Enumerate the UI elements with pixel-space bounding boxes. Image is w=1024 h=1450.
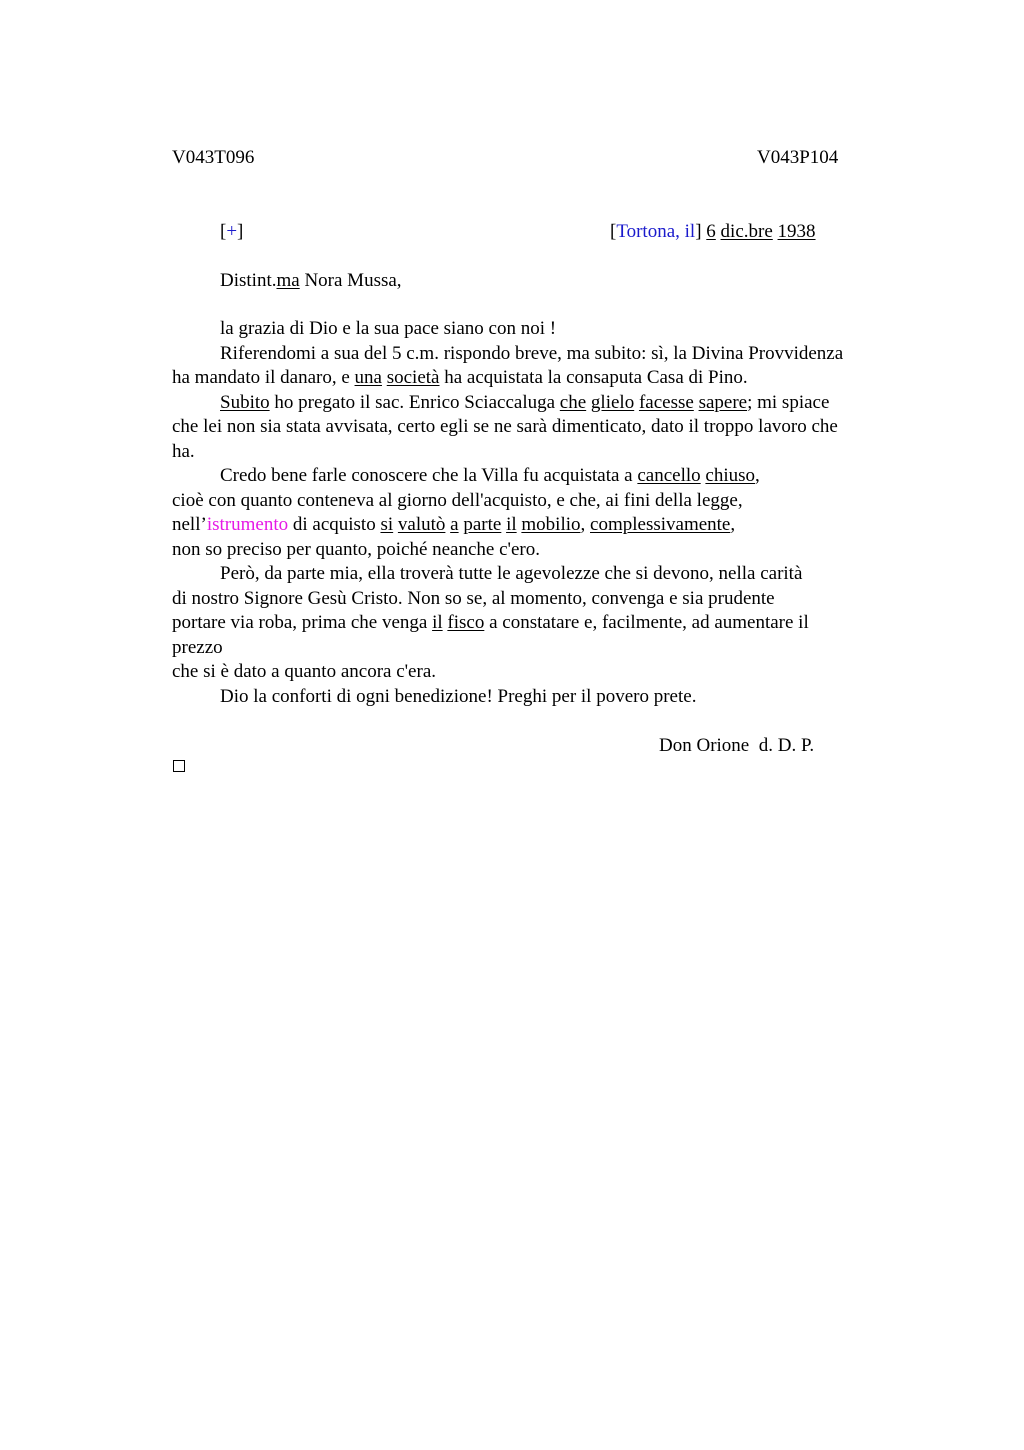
place-close: ] xyxy=(695,221,702,242)
cross-open: [ xyxy=(220,221,227,242)
place: Tortona, il xyxy=(616,221,696,242)
underlined-word: una xyxy=(354,367,382,388)
text-run: , xyxy=(730,514,736,535)
text-run: ha acquistata la consaputa Casa di Pino. xyxy=(439,367,748,388)
dateline xyxy=(610,220,816,244)
body-line-12: di nostro Signore Gesù Cristo. Non so se, al momento, convenga e sia prudente xyxy=(172,588,775,609)
highlighted-word: istrumento xyxy=(206,514,289,535)
salutation-a: Distint. xyxy=(220,270,277,291)
body-line-5: che lei non sia stata avvisata, certo egli se ne sarà dimenticato, dato il troppo lavoro che xyxy=(172,416,838,437)
underlined-word: fisco xyxy=(447,612,485,633)
date-month: dic.bre xyxy=(720,221,773,242)
body-line-4 xyxy=(220,391,829,415)
salutation xyxy=(220,269,402,293)
left-code: V043T096 xyxy=(172,147,255,168)
cross-close: ] xyxy=(237,221,244,242)
underlined-word: glielo xyxy=(590,392,635,413)
text-run: ho pregato il sac. Enrico Sciaccaluga xyxy=(269,392,560,413)
body-line-1: la grazia di Dio e la sua pace siano con noi ! xyxy=(220,318,557,339)
body-line-16: Dio la conforti di ogni benedizione! Preghi per il povero prete. xyxy=(220,686,697,707)
text-run: Credo bene farle conoscere che la Villa fu acquistata a xyxy=(220,465,638,486)
underlined-word: facesse xyxy=(638,392,694,413)
text-run: ha mandato il danaro, e xyxy=(172,367,355,388)
underlined-word: società xyxy=(386,367,440,388)
body-line-8: cioè con quanto conteneva al giorno dell'acquisto, e che, ai fini della legge, xyxy=(172,490,743,511)
underlined-word: Subito xyxy=(220,392,270,413)
date-day: 6 xyxy=(706,221,716,242)
body-line-11: Però, da parte mia, ella troverà tutte le agevolezze che si devono, nella carità xyxy=(220,563,803,584)
underlined-word: cancello xyxy=(637,465,701,486)
underlined-word: parte xyxy=(463,514,502,535)
underlined-word: complessivamente xyxy=(590,514,731,535)
body-line-7 xyxy=(220,464,760,488)
underlined-word: si xyxy=(380,514,394,535)
body-line-6: ha. xyxy=(172,441,195,462)
right-code: V043P104 xyxy=(757,147,839,168)
text-run: di acquisto xyxy=(288,514,381,535)
text-run: nell’ xyxy=(172,514,207,535)
underlined-word: sapere xyxy=(698,392,748,413)
signature: Don Orione d. D. P. xyxy=(659,735,815,756)
text-run: portare via roba, prima che venga xyxy=(172,612,433,633)
underlined-word: mobilio xyxy=(521,514,581,535)
salutation-b: ma xyxy=(276,270,300,291)
cross-mark xyxy=(220,220,243,244)
empty-box-icon xyxy=(173,760,185,772)
body-line-2: Riferendomi a sua del 5 c.m. rispondo breve, ma subito: sì, la Divina Provvidenza xyxy=(220,343,844,364)
underlined-word: a xyxy=(450,514,459,535)
body-line-3 xyxy=(172,366,748,390)
body-line-9 xyxy=(172,513,735,537)
cross-icon: + xyxy=(226,221,238,242)
place-open: [ xyxy=(610,221,617,242)
text-run: a constatare e, facilmente, ad aumentare il xyxy=(484,612,809,633)
text-run: ; mi spiace xyxy=(747,392,830,413)
underlined-word: il xyxy=(506,514,517,535)
date-year: 1938 xyxy=(777,221,816,242)
underlined-word: che xyxy=(559,392,587,413)
underlined-word: chiuso xyxy=(705,465,756,486)
underlined-word: valutò xyxy=(397,514,446,535)
text-run: , xyxy=(580,514,591,535)
body-line-15: che si è dato a quanto ancora c'era. xyxy=(172,661,437,682)
body-line-14: prezzo xyxy=(172,637,223,658)
text-run: , xyxy=(755,465,760,486)
salutation-c: Nora Mussa, xyxy=(299,270,402,291)
body-line-10: non so preciso per quanto, poiché neanche c'ero. xyxy=(172,539,540,560)
underlined-word: il xyxy=(432,612,443,633)
body-line-13 xyxy=(172,611,809,635)
